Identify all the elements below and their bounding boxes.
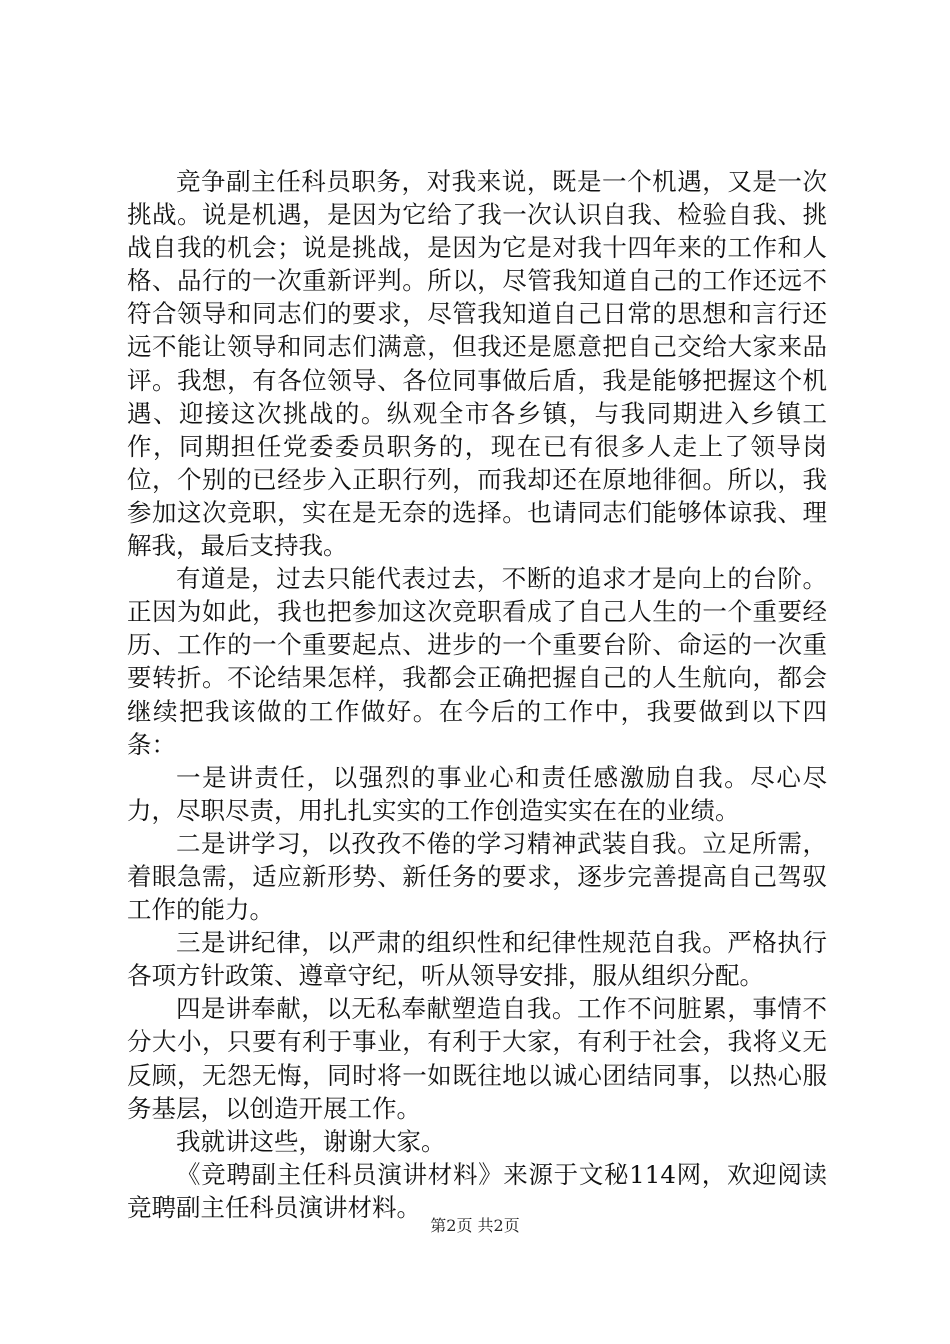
- paragraph-2: 有道是，过去只能代表过去，不断的追求才是向上的台阶。正因为如此，我也把参加这次竞职看成了自己人生的一个重要经历、工作的一个重要起点、进步的一个重要台阶、命运的一次重要转折。不论结果怎样，我都会正确把握自己的人生航向，都会继续把我该做的工作做好。在今后的工作中，我要做到以下四条：: [127, 564, 827, 759]
- paragraph-1: 竞争副主任科员职务，对我来说，既是一个机遇，又是一次挑战。说是机遇，是因为它给了我一次认识自我、检验自我、挑战自我的机会；说是挑战，是因为它是对我十四年来的工作和人格、品行的一次重新评判。所以，尽管我知道自己的工作还远不符合领导和同志们的要求，尽管我知道自己日常的思想和言行还远不能让领导和同志们满意，但我还是愿意把自己交给大家来品评。我想，有各位领导、各位同事做后盾，我是能够把握这个机遇、迎接这次挑战的。纵观全市各乡镇，与我同期进入乡镇工作，同期担任党委委员职务的，现在已有很多人走上了领导岗位，个别的已经步入正职行列，而我却还在原地徘徊。所以，我参加这次竞职，实在是无奈的选择。也请同志们能够体谅我、理解我，最后支持我。: [127, 167, 827, 561]
- paragraph-4: 二是讲学习，以孜孜不倦的学习精神武装自我。立足所需，着眼急需，适应新形势、新任务的要求，逐步完善提高自己驾驭工作的能力。: [127, 828, 827, 925]
- paragraph-5: 三是讲纪律，以严肃的组织性和纪律性规范自我。严格执行各项方针政策、遵章守纪，听从领导安排，服从组织分配。: [127, 928, 827, 991]
- document-body: [127, 165, 827, 1224]
- paragraph-3: 一是讲责任，以强烈的事业心和责任感激励自我。尽心尽力，尽职尽责，用扎扎实实的工作创造实实在在的业绩。: [127, 762, 827, 825]
- paragraph-8: 《竞聘副主任科员演讲材料》来源于文秘114网，欢迎阅读竞聘副主任科员演讲材料。: [127, 1159, 827, 1222]
- paragraph-7: 我就讲这些，谢谢大家。: [176, 1126, 446, 1156]
- paragraph-6: 四是讲奉献，以无私奉献塑造自我。工作不问脏累，事情不分大小，只要有利于事业，有利于大家，有利于社会，我将义无反顾，无怨无悔，同时将一如既往地以诚心团结同事，以热心服务基层，以创造开展工作。: [127, 994, 827, 1123]
- page-footer: 第2页 共2页: [430, 1216, 520, 1235]
